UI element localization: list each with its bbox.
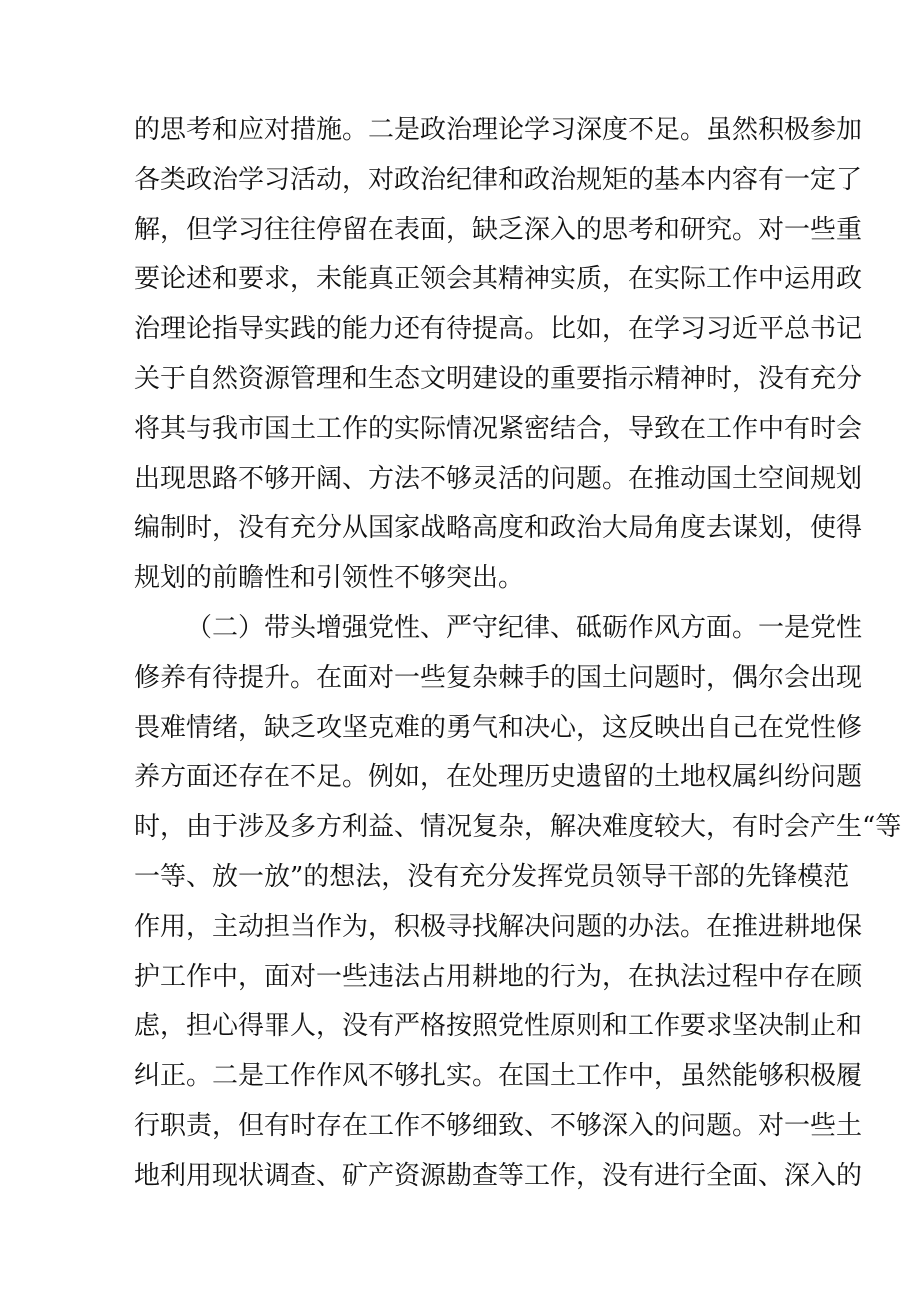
text-line: 一等、放一放”的想法，没有充分发挥党员领导干部的先锋模范	[134, 861, 850, 892]
text-line: 修养有待提升。在面对一些复杂棘手的国土问题时，偶尔会出现	[134, 662, 863, 693]
text-line: 作用，主动担当作为，积极寻找解决问题的办法。在推进耕地保	[134, 911, 863, 942]
text-line: 畏难情绪，缺乏攻坚克难的勇气和决心，这反映出自己在党性修	[134, 712, 863, 743]
text-line: 护工作中，面对一些违法占用耕地的行为，在执法过程中存在顾	[134, 961, 863, 992]
text-line: 养方面还存在不足。例如，在处理历史遗留的土地权属纠纷问题	[134, 762, 863, 793]
text-line: 各类政治学习活动，对政治纪律和政治规矩的基本内容有一定了	[134, 164, 863, 195]
text-line: 纠正。二是工作作风不够扎实。在国土工作中，虽然能够积极履	[134, 1061, 863, 1092]
text-line: 将其与我市国土工作的实际情况紧密结合，导致在工作中有时会	[134, 413, 863, 444]
paragraph-end-line: 规划的前瞻性和引领性不够突出。	[134, 563, 525, 594]
section-heading-line: （二）带头增强党性、严守纪律、砥砺作风方面。一是党性	[186, 612, 863, 643]
text-line: 的思考和应对措施。二是政治理论学习深度不足。虽然积极参加	[134, 115, 863, 145]
text-line: 时，由于涉及多方利益、情况复杂，解决难度较大，有时会产生“等	[134, 812, 902, 843]
text-line: 关于自然资源管理和生态文明建设的重要指示精神时，没有充分	[134, 363, 863, 394]
text-line: 行职责，但有时存在工作不够细致、不够深入的问题。对一些土	[134, 1110, 863, 1141]
text-line: 出现思路不够开阔、方法不够灵活的问题。在推动国土空间规划	[134, 463, 863, 494]
body-text	[134, 106, 902, 1202]
text-line: 治理论指导实践的能力还有待提高。比如，在学习习近平总书记	[134, 314, 863, 345]
text-line: 地利用现状调查、矿产资源勘查等工作，没有进行全面、深入的	[134, 1160, 863, 1191]
text-line: 要论述和要求，未能真正领会其精神实质，在实际工作中运用政	[134, 264, 863, 295]
text-line: 虑，担心得罪人，没有严格按照党性原则和工作要求坚决制止和	[134, 1011, 863, 1042]
text-line: 解，但学习往往停留在表面，缺乏深入的思考和研究。对一些重	[134, 214, 863, 245]
text-line: 编制时，没有充分从国家战略高度和政治大局角度去谋划，使得	[134, 513, 863, 544]
